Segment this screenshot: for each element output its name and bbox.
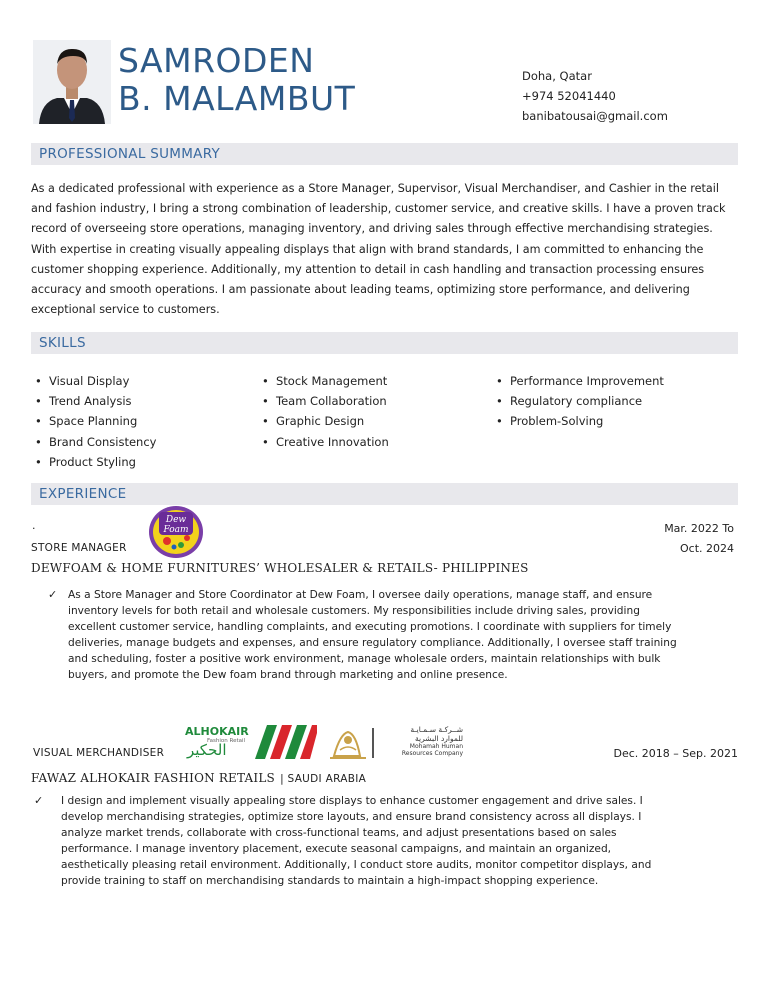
job2-line: performance. I manage inventory placement, execute seasonal campaigns, and maintain an organized, [61, 843, 612, 856]
skills-heading: SKILLS [39, 335, 86, 351]
check-icon: ✓ [34, 794, 44, 807]
summary-line: record of overseeing store operations, managing inventory, and driving sales through effective merchandising strategies. [31, 222, 713, 236]
skill-item: • Space Planning [31, 411, 156, 431]
svg-text:Foam: Foam [163, 525, 189, 535]
mohamah-arabic-1: شــركـة سـمـايـة [410, 725, 463, 734]
summary-line: With expertise in creating visually appealing displays that align with brand standards, I am committed to enhancing the [31, 242, 704, 256]
experience-section-bar [31, 483, 738, 505]
job1-date-end: Oct. 2024 [679, 542, 734, 555]
job2-line: aesthetically pleasing retail environment. Additionally, I conduct store audits, monitor competitor displays, and [61, 859, 652, 872]
last-name: B. MALAMBUT [118, 79, 356, 118]
job2-line: develop merchandising strategies, optimize store layouts, and ensure brand consistency across all displays. I [61, 811, 642, 824]
mohamah-english-2: Resources Company [401, 750, 463, 757]
skills-column-2 [258, 371, 389, 452]
logo-divider [372, 728, 374, 758]
alhokair-logo [183, 723, 323, 763]
job1-role: STORE MANAGER [31, 542, 127, 554]
profile-photo [33, 40, 111, 124]
skills-column-3 [492, 371, 664, 432]
job1-line: and scheduling, foster a positive work environment, manage wholesale orders, maintain relationships with bulk [68, 653, 661, 666]
job2-company-line [31, 767, 366, 786]
mohamah-logo-emblem [326, 726, 370, 762]
job2-line: I design and implement visually appealing store displays to enhance customer engagement and drive sales. I [61, 795, 643, 807]
skill-item: • Problem-Solving [492, 411, 664, 431]
summary-line: accuracy and smooth operations. I am passionate about leading teams, optimizing store performance, and delivering [31, 283, 690, 297]
skill-item: • Product Styling [31, 452, 156, 472]
job2-line: provide training to staff on merchandising standards to maintain a high-impact shopping experience. [61, 875, 599, 888]
summary-line: customer shopping experience. Additionally, my attention to detail in cash handling and transaction processing ensures [31, 262, 705, 276]
skill-item: • Performance Improvement [492, 371, 664, 391]
summary-heading: PROFESSIONAL SUMMARY [39, 146, 221, 162]
skill-item: • Trend Analysis [31, 391, 156, 411]
email[interactable]: banibatousai@gmail.com [522, 109, 668, 123]
location: Doha, Qatar [522, 69, 592, 83]
summary-line: and fashion industry, I bring a strong combination of leadership, customer service, and creative skills. I have a proven track [31, 202, 726, 216]
job2-company: FAWAZ ALHOKAIR FASHION RETAILS [31, 771, 275, 785]
job2-line: analyze market trends, collaborate with cross-functional teams, and adjust presentations based on sales [61, 827, 617, 840]
job1-marker: . [32, 519, 36, 532]
skill-item: • Team Collaboration [258, 391, 389, 411]
summary-paragraph [31, 179, 751, 320]
skill-item: • Visual Display [31, 371, 156, 391]
job1-dates [664, 519, 734, 559]
first-name: SAMRODEN [118, 41, 315, 80]
job1-line: deliveries, manage budgets and expenses, and ensure regulatory compliance. Additionally, I oversee staff training [68, 637, 677, 650]
job1-company: DEWFOAM & HOME FURNITURES’ WHOLESALER & RETAILS- PHILIPPINES [31, 561, 529, 575]
summary-line: exceptional service to customers. [31, 303, 220, 317]
skill-item: • Stock Management [258, 371, 389, 391]
skill-item: • Brand Consistency [31, 432, 156, 452]
job1-line: buyers, and promote the Dew foam brand through marketing and online presence. [68, 669, 508, 682]
job1-date-start: Mar. 2022 To [664, 522, 734, 535]
skill-item: • Regulatory compliance [492, 391, 664, 411]
job2-description [61, 793, 751, 890]
skills-section-bar [31, 332, 738, 354]
alhokair-logo-sub: Fashion Retail [207, 738, 246, 744]
mohamah-logo-text [379, 725, 463, 757]
job2-dates: Dec. 2018 – Sep. 2021 [613, 747, 738, 760]
alhokair-logo-name: ALHOKAIR [185, 725, 249, 738]
experience-heading: EXPERIENCE [39, 486, 127, 502]
job2-role: VISUAL MERCHANDISER [33, 747, 165, 759]
alhokair-logo-arabic: الحكير [187, 741, 227, 759]
summary-section-bar [31, 143, 738, 165]
dewfoam-logo [147, 505, 205, 559]
skills-column-1 [31, 371, 156, 472]
mohamah-arabic-2: للموارد البشرية [415, 734, 463, 743]
check-icon: ✓ [48, 588, 58, 601]
summary-line: As a dedicated professional with experience as a Store Manager, Supervisor, Visual Merchandiser, and Cashier in the retail [31, 182, 719, 195]
job1-description [68, 587, 748, 684]
job1-line: inventory levels for both retail and wholesale customers. My responsibilities include driving sales, providing [68, 605, 640, 618]
skill-item: • Graphic Design [258, 411, 389, 431]
svg-text:Dew: Dew [165, 515, 187, 525]
phone: +974 52041440 [522, 89, 616, 103]
candidate-name [118, 42, 355, 118]
skill-item: • Creative Innovation [258, 432, 389, 452]
mohamah-english-1: Mohamah Human [409, 743, 463, 750]
job1-line: As a Store Manager and Store Coordinator at Dew Foam, I oversee daily operations, manage staff, and ensure [68, 589, 653, 601]
job2-company-suffix: | SAUDI ARABIA [280, 773, 367, 785]
contact-block [522, 66, 668, 126]
job1-line: excellent customer service, handling complaints, and executing promotions. I coordinate with suppliers for timely [68, 621, 672, 634]
